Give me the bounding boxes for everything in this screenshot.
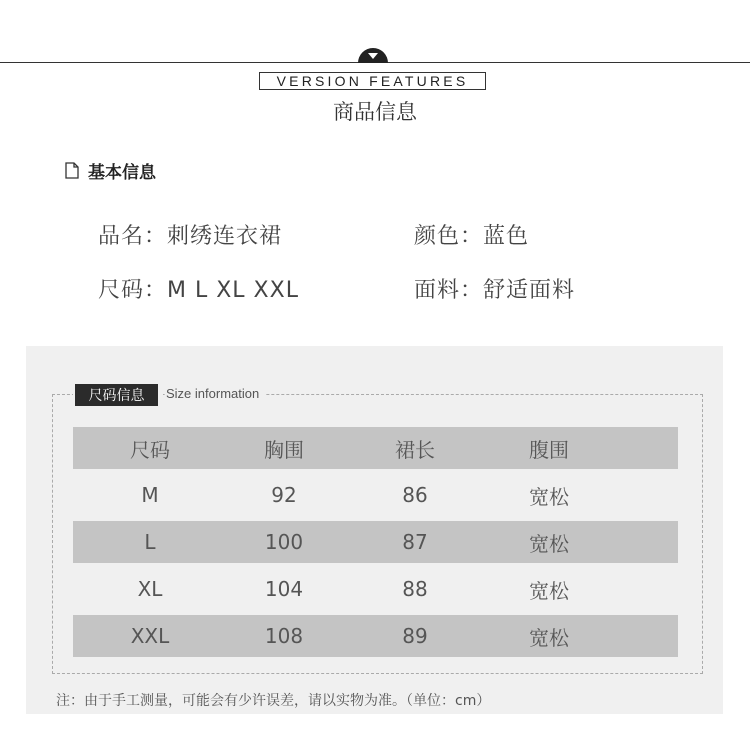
table-cell: 宽松: [529, 625, 569, 650]
basic-info-title: 基本信息: [88, 163, 156, 183]
table-cell: 宽松: [529, 578, 569, 603]
table-cell: 宽松: [529, 531, 569, 556]
table-row: [73, 568, 678, 610]
product-color: 颜色：蓝色: [414, 224, 530, 249]
table-header-cell: 裙长: [395, 437, 435, 462]
basic-info-heading: [65, 158, 156, 183]
table-cell: 88: [402, 577, 428, 601]
table-cell: 100: [264, 530, 304, 554]
product-sizes: 尺码：M L XL XXL: [98, 278, 299, 303]
measurement-note: 注：由于手工测量，可能会有少许误差，请以实物为准。（单位：cm）: [56, 693, 491, 709]
table-cell: XXL: [130, 624, 170, 648]
product-fabric: 面料：舒适面料: [414, 278, 576, 303]
table-cell: 104: [264, 577, 304, 601]
table-cell: XL: [137, 577, 163, 601]
table-header-row: [73, 427, 678, 469]
table-cell: 89: [402, 624, 428, 648]
document-icon: [65, 162, 79, 179]
table-cell: L: [144, 530, 156, 554]
table-cell: 87: [402, 530, 428, 554]
table-row: [73, 521, 678, 563]
table-cell: 86: [402, 483, 428, 507]
table-cell: 宽松: [529, 484, 569, 509]
product-name: 品名：刺绣连衣裙: [98, 224, 283, 249]
table-header-cell: 胸围: [264, 437, 304, 462]
version-features-label: VERSION FEATURES: [276, 73, 469, 89]
table-row: [73, 474, 678, 516]
table-cell: 108: [264, 624, 304, 648]
table-header-cell: 尺码: [130, 437, 170, 462]
size-info-subtitle: Size information: [166, 386, 265, 401]
version-features-box: [259, 72, 486, 90]
page-title: 商品信息: [333, 100, 417, 124]
table-row: [73, 615, 678, 657]
size-info-tag: 尺码信息: [75, 384, 158, 406]
down-arrow-badge-icon: [358, 48, 388, 63]
table-header-cell: 腹围: [529, 437, 569, 462]
table-cell: M: [141, 483, 159, 507]
table-cell: 92: [271, 483, 297, 507]
